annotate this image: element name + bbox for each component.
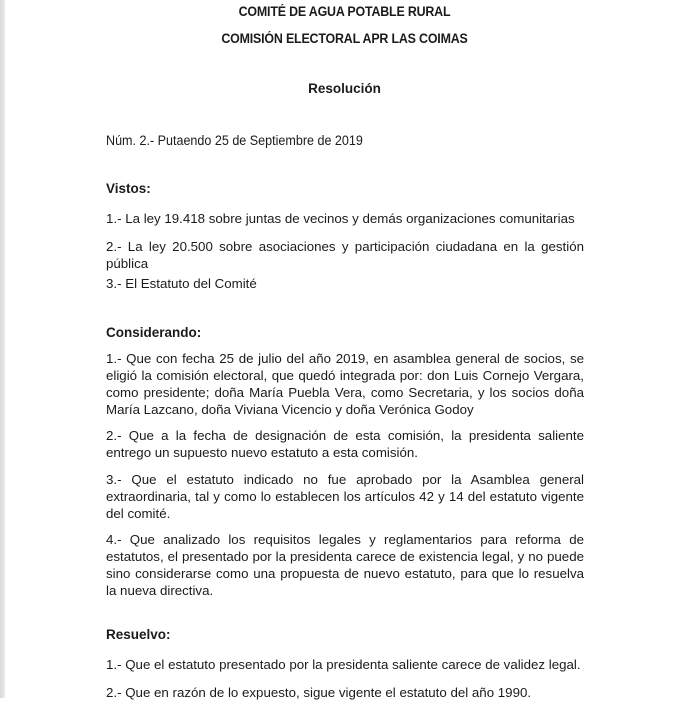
vistos-item: 3.- El Estatuto del Comité [106, 276, 257, 291]
header-committee: COMITÉ DE AGUA POTABLE RURAL [238, 4, 451, 19]
resuelvo-heading: Resuelvo: [106, 627, 171, 642]
vistos-item: 2.- La ley 20.500 sobre asociaciones y participación ciudadana en la gestión pública [106, 239, 584, 271]
vistos-heading: Vistos: [106, 181, 151, 196]
resuelvo-item: 2.- Que en razón de lo expuesto, sigue vigente el estatuto del año 1990. [106, 685, 532, 700]
resolution-number-date: Núm. 2.- Putaendo 25 de Septiembre de 2019 [106, 133, 363, 148]
considerando-item: 2.- Que a la fecha de designación de esta comisión, la presidenta saliente entrego un supuesto nuevo estatuto a esta comisión. [106, 428, 584, 460]
considerando-item: 3.- Que el estatuto indicado no fue aprobado por la Asamblea general extraordinaria, tal y como lo establecen los artículos 42 y 14 del estatuto vigente del comité. [106, 472, 584, 521]
considerando-heading: Considerando: [106, 325, 202, 340]
document-title: Resolución [308, 81, 381, 96]
header-commission: COMISIÓN ELECTORAL APR LAS COIMAS [221, 31, 468, 46]
vistos-item: 1.- La ley 19.418 sobre juntas de vecinos y demás organizaciones comunitarias [106, 211, 575, 226]
considerando-item: 4.- Que analizado los requisitos legales y reglamentarios para reforma de estatutos, el presentado por la presidenta carece de existencia legal, y no puede sino considerarse como una propuesta de nuevo estatuto, para que lo resuelva la nueva directiva. [106, 532, 584, 598]
considerando-item: 1.- Que con fecha 25 de julio del año 2019, en asamblea general de socios, se eligió la comisión electoral, que quedó integrada por: don Luis Cornejo Vergara, como presidente; doña María Puebla Vera, como Secretaria, y los socios doña María Lazcano, doña Viviana Vicencio y doña Verónica Godoy [106, 351, 584, 417]
resuelvo-item: 1.- Que el estatuto presentado por la presidenta saliente carece de validez legal. [106, 657, 581, 672]
